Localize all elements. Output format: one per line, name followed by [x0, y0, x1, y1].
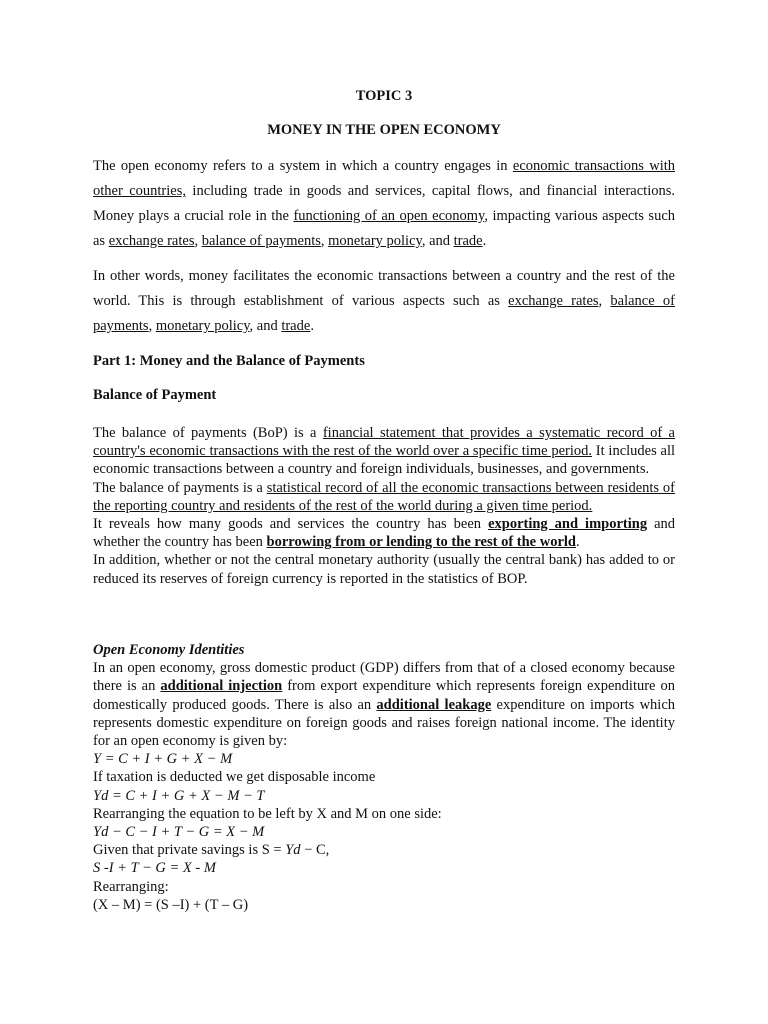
private-savings-text: Given that private savings is S = Yd − C,	[93, 842, 330, 859]
bop-heading: Balance of Payment	[93, 387, 217, 403]
equation-final: (X – M) = (S –I) + (T – G)	[93, 896, 249, 913]
identities-paragraph: In an open economy, gross domestic product (GDP) differs from that of a closed economy because there is an additional injection from export expenditure which represents foreign expenditure on domestically produced goods. There is also an additional leakage expenditure on imports which represents domestic expenditure on foreign goods and raises foreign national income. The identity for an open economy is given by:	[93, 660, 676, 750]
rearranging-text: Rearranging the equation to be left by X and M on one side:	[93, 805, 442, 822]
part1-heading: Part 1: Money and the Balance of Payments	[93, 353, 365, 369]
bop-central-bank: In addition, whether or not the central monetary authority (usually the central bank) has added to or reduced its reserves of foreign currency is reported in the statistics of BOP.	[93, 552, 675, 587]
equation-rearranged: Yd − C − I + T − G = X − M	[93, 824, 265, 841]
intro-paragraph: The open economy refers to a system in which a country engages in economic transactions with other countries, including trade in goods and services, capital flows, and financial interactions. Money plays a crucial role in the functioning of an open economy, impacting various aspects such as exchange rates, balance of payments, monetary policy, and trade.	[93, 158, 676, 249]
equation-savings: S -I + T − G = X - M	[93, 860, 216, 877]
bop-reveals: It reveals how many goods and services the country has been exporting and importing and whether the country has been borrowing from or lending to the rest of the world.	[93, 516, 676, 551]
bop-definition-1: The balance of payments (BoP) is a financial statement that provides a systematic record of a country's economic transactions with the rest of the world over a specific time period. It includes all economic transactions between a country and foreign individuals, businesses, and governments.	[93, 425, 676, 478]
topic-label: TOPIC 3	[355, 88, 413, 104]
identities-heading: Open Economy Identities	[93, 642, 245, 658]
bop-definition-2: The balance of payments is a statistical record of all the economic transactions between residents of the reporting country and residents of the rest of the world during a given time period.	[93, 479, 675, 514]
equation-gdp: Y = C + I + G + X − M	[93, 751, 233, 768]
document-title: MONEY IN THE OPEN ECONOMY	[267, 122, 501, 138]
bop-section	[93, 424, 675, 588]
rearranging-label: Rearranging:	[93, 878, 169, 895]
taxation-text: If taxation is deducted we get disposable income	[93, 769, 376, 786]
equation-disposable-income: Yd = C + I + G + X − M − T	[93, 787, 265, 804]
second-paragraph: In other words, money facilitates the economic transactions between a country and the rest of the world. This is through establishment of various aspects such as exchange rates, balance of payments, monetary policy, and trade.	[93, 268, 675, 334]
identities-section	[93, 641, 675, 914]
